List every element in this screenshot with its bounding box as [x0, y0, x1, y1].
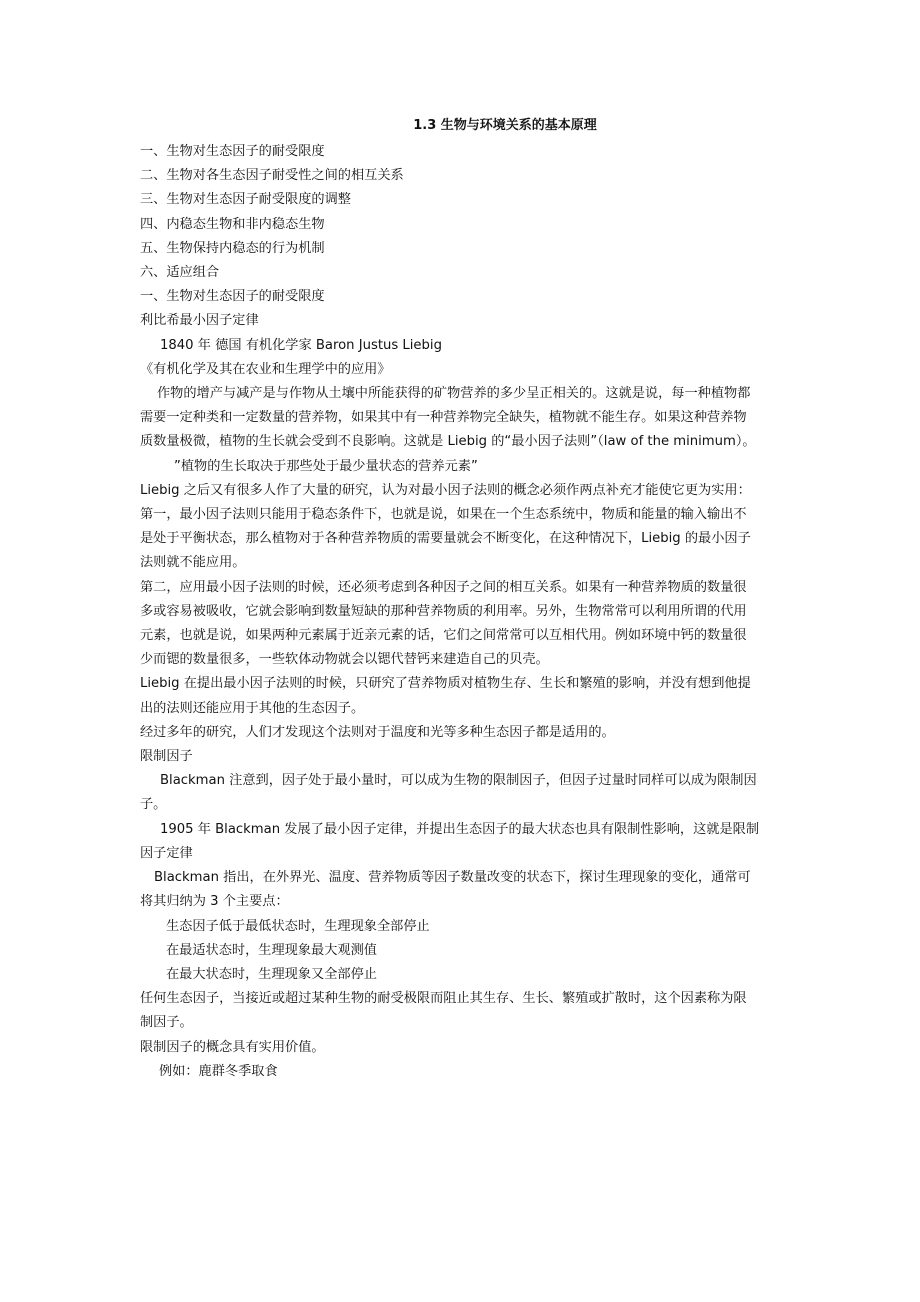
paragraph-line: 作物的增产与减产是与作物从土壤中所能获得的矿物营养的多少呈正相关的。这就是说，每一种植物都: [157, 386, 751, 402]
toc-item-1: 一、生物对生态因子的耐受限度: [140, 144, 325, 159]
key-point-1: 生态因子低于最低状态时，生理现象全部停止: [166, 918, 430, 934]
paragraph-line: Liebig 在提出最小因子法则的时候，只研究了营养物质对植物生存、生长和繁殖的影响，并没有想到他提: [140, 676, 751, 692]
paragraph-line: 是处于平衡状态，那么植物对于各种营养物质的需要量就会不断变化，在这种情况下，Liebig 的最小因子: [140, 531, 751, 547]
paragraph-line: 第二，应用最小因子法则的时候，还必须考虑到各种因子之间的相互关系。如果有一种营养物质的数量很: [140, 579, 747, 595]
paragraph-line: 子。: [140, 797, 167, 813]
quote-line: ”植物的生长取决于那些处于最少量状态的营养元素”: [174, 458, 478, 474]
key-point-2: 在最适状态时，生理现象最大观测值: [166, 942, 377, 958]
paragraph-line: 制因子。: [140, 1015, 193, 1031]
document-title: 1.3 生物与环境关系的基本原理: [413, 118, 597, 133]
toc-item-3: 三、生物对生态因子耐受限度的调整: [140, 192, 351, 208]
section-heading: 一、生物对生态因子的耐受限度: [140, 289, 325, 305]
key-point-3: 在最大状态时，生理现象又全部停止: [166, 966, 377, 982]
example-line: 例如：鹿群冬季取食: [159, 1063, 278, 1079]
liebig-book: 《有机化学及其在农业和生理学中的应用》: [140, 361, 391, 377]
paragraph-line: 需要一定种类和一定数量的营养物，如果其中有一种营养物完全缺失，植物就不能生存。如果这种营养物: [140, 410, 747, 426]
paragraph-line: 因子定律: [140, 845, 193, 861]
paragraph-line: 少而锶的数量很多，一些软体动物就会以锶代替钙来建造自己的贝壳。: [140, 652, 549, 668]
paragraph-line: 第一，最小因子法则只能用于稳态条件下，也就是说，如果在一个生态系统中，物质和能量的输入输出不: [140, 507, 747, 523]
paragraph-line: 出的法则还能应用于其他的生态因子。: [140, 700, 365, 716]
paragraph-line: 将其归纳为 3 个主要点：: [140, 894, 289, 910]
paragraph-line: Blackman 指出，在外界光、温度、营养物质等因子数量改变的状态下，探讨生理现象的变化，通常可: [154, 870, 751, 886]
paragraph-line: 限制因子的概念具有实用价值。: [140, 1039, 325, 1055]
liebig-info: 1840 年 德国 有机化学家 Baron Justus Liebig: [160, 337, 442, 353]
liebig-heading: 利比希最小因子定律: [140, 313, 259, 329]
toc-item-2: 二、生物对各生态因子耐受性之间的相互关系: [140, 168, 404, 184]
paragraph-line: 1905 年 Blackman 发展了最小因子定律，并提出生态因子的最大状态也具有限制性影响，这就是限制: [160, 821, 760, 837]
toc-item-5: 五、生物保持内稳态的行为机制: [140, 240, 325, 256]
toc-item-6: 六、适应组合: [140, 265, 220, 281]
paragraph-line: Liebig 之后又有很多人作了大量的研究，认为对最小因子法则的概念必须作两点补充才能使它更为实用：: [140, 482, 751, 498]
limit-heading: 限制因子: [140, 749, 193, 765]
paragraph-line: 元素，也就是说，如果两种元素属于近亲元素的话，它们之间常常可以互相代用。例如环境中钙的数量很: [140, 628, 747, 644]
toc-item-4: 四、内稳态生物和非内稳态生物: [140, 216, 325, 232]
document-page: [140, 115, 790, 1084]
paragraph-line: Blackman 注意到，因子处于最小量时，可以成为生物的限制因子，但因子过量时同样可以成为限制因: [160, 773, 757, 789]
paragraph-line: 多或容易被吸收，它就会影响到数量短缺的那种营养物质的利用率。另外，生物常常可以利用所谓的代用: [140, 603, 747, 619]
paragraph-line: 任何生态因子，当接近或超过某种生物的耐受极限而阻止其生存、生长、繁殖或扩散时，这个因素称为限: [140, 991, 747, 1007]
paragraph-line: 法则就不能应用。: [140, 555, 246, 571]
paragraph-line: 经过多年的研究，人们才发现这个法则对于温度和光等多种生态因子都是适用的。: [140, 724, 615, 740]
paragraph-line: 质数量极微，植物的生长就会受到不良影响。这就是 Liebig 的“最小因子法则”（law of the minimum）。: [140, 434, 756, 450]
